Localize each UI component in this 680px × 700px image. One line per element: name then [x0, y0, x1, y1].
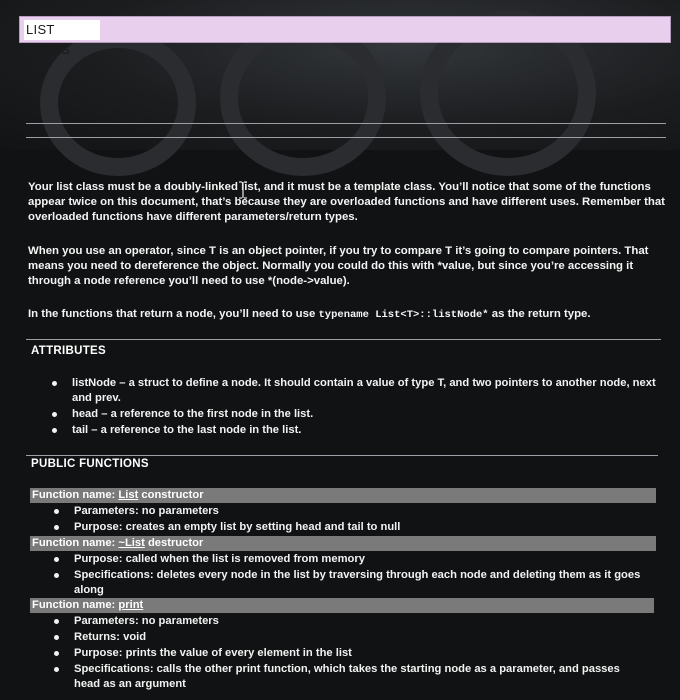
- fn-prefix: Function name:: [32, 537, 119, 549]
- code-snippet: typename List<T>::listNode*: [318, 309, 489, 321]
- divider: [26, 455, 658, 456]
- fn-suffix: constructor: [138, 489, 204, 501]
- page-title: LIST CLASS: [24, 20, 100, 40]
- fn-name: print: [118, 599, 144, 611]
- function-bullets: [74, 614, 649, 692]
- public-functions-heading: PUBLIC FUNCTIONS: [31, 458, 149, 470]
- attributes-list: [72, 376, 662, 438]
- bullet-text: Purpose: called when the list is removed from memory: [74, 553, 365, 565]
- bullet-icon: [54, 651, 59, 656]
- list-item: [74, 504, 664, 519]
- divider: [26, 339, 661, 340]
- intro-paragraph-2: When you use an operator, since T is an object pointer, if you try to compare T it’s going to compare pointers. That means you need to dereference the object. Normally you could do this with *value, but since you’re accessing it through a node reference you’ll need to use *(node->value).: [28, 245, 649, 287]
- function-bullets: [74, 552, 664, 598]
- list-item: [74, 568, 664, 598]
- attributes-heading: ATTRIBUTES: [31, 345, 106, 357]
- text-span: as the return type.: [488, 308, 591, 320]
- bullet-icon: [54, 573, 59, 578]
- bullet-icon: [52, 428, 57, 433]
- function-name-bar: [30, 598, 654, 613]
- attribute-name: tail: [72, 424, 89, 436]
- attribute-desc: – a struct to define a node. It should contain a value of type T, and two pointers to another node, next and prev.: [72, 377, 656, 404]
- list-item: [74, 552, 664, 567]
- list-item: [74, 614, 649, 629]
- bullet-text: Purpose: prints the value of every element in the list: [74, 647, 352, 659]
- bullet-icon: [54, 635, 59, 640]
- intro-paragraph-3: [28, 307, 668, 323]
- list-item: [74, 520, 664, 535]
- bullet-icon: [54, 667, 59, 672]
- bullet-text: Specifications: deletes every node in the list by traversing through each node and deleting them as it goes along: [74, 569, 641, 596]
- divider: [26, 137, 666, 138]
- fn-suffix: destructor: [144, 537, 204, 549]
- fn-name: ~List: [118, 537, 145, 549]
- fn-prefix: Function name:: [32, 599, 119, 611]
- list-item: [74, 662, 649, 692]
- bullet-icon: [54, 619, 59, 624]
- function-bullets: [74, 504, 664, 535]
- bullet-text: Parameters: no parameters: [74, 505, 219, 517]
- text-span: Your list class must be a doubly-linked list, and it: [28, 181, 298, 193]
- bullet-icon: [54, 557, 59, 562]
- divider: [26, 123, 666, 124]
- function-name-bar: [30, 536, 656, 551]
- text-span: . You’ll notice that some of the functions appear twice on this document, that’s because they are overloaded functions and have different uses. Remember that overloaded functions have different parameters/return types.: [28, 181, 665, 223]
- text-emphasis: must be a template class: [297, 181, 433, 193]
- bullet-icon: [52, 381, 57, 386]
- bullet-icon: [54, 509, 59, 514]
- bullet-icon: [54, 525, 59, 530]
- intro-paragraph-1: [28, 180, 668, 225]
- bullet-text: Specifications: calls the other print function, which takes the starting node as a parameter, and passes head as an argument: [74, 663, 620, 690]
- fn-name: List: [118, 489, 139, 501]
- bullet-text: Parameters: no parameters: [74, 615, 219, 627]
- list-item: [74, 630, 649, 645]
- list-item: [72, 423, 662, 438]
- text-cursor-icon: [238, 181, 248, 199]
- bullet-text: Purpose: creates an empty list by setting head and tail to null: [74, 521, 401, 533]
- title-bar: [19, 16, 671, 57]
- text-span: In the functions that return a node, you’ll need to use: [28, 308, 319, 320]
- attribute-desc: – a reference to the first node in the list.: [98, 408, 314, 420]
- fn-prefix: Function name:: [32, 489, 119, 501]
- list-item: [72, 407, 662, 422]
- attribute-desc: – a reference to the last node in the list.: [88, 424, 302, 436]
- bullet-icon: [52, 412, 57, 417]
- bullet-text: Returns: void: [74, 631, 147, 643]
- attribute-name: head: [72, 408, 99, 420]
- list-item: [72, 376, 662, 406]
- watermark-shape: [220, 20, 386, 176]
- list-item: [74, 646, 649, 661]
- function-name-bar: [30, 488, 656, 503]
- attribute-name: listNode: [72, 377, 117, 389]
